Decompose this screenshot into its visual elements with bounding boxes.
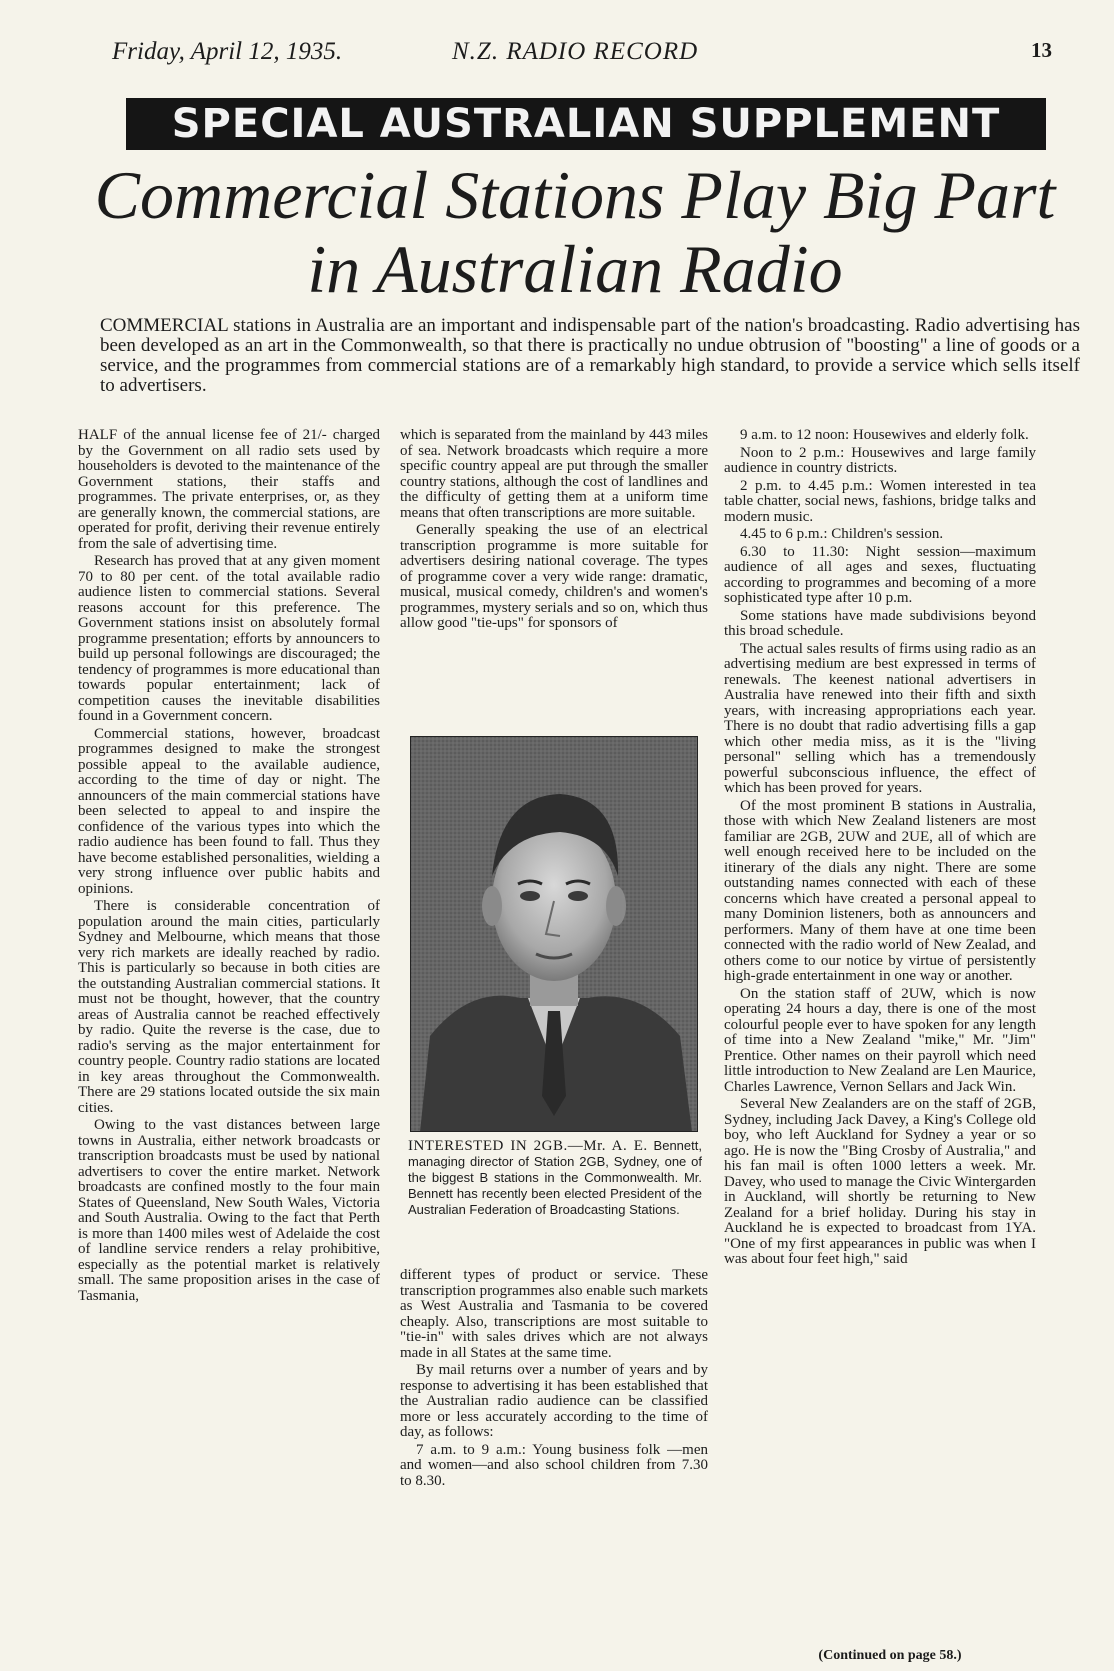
column-1 xyxy=(78,428,380,1306)
paragraph: Commercial stations, however, broadcast programmes designed to make the strongest possible appeal to the available audience, according to the time of day or night. The announcers of the main commercial stations have been selected to appeal to and inspire the confidence of the various types into which the radio audience has been found to fall. Thus they have become established personalities, wielding a very strong influence over public habits and opinions. xyxy=(78,725,380,897)
caption-body: Bennett, managing director of Station 2GB, Sydney, one of the biggest B stations in the Commonwealth. Mr. Bennett has recently been elected President of the Australian Federation of Broadcasting Stations. xyxy=(408,1138,702,1217)
caption-lead: INTERESTED IN 2GB.—Mr. A. E. xyxy=(408,1138,648,1154)
paragraph: Research has proved that at any given moment 70 to 80 per cent. of the total available radio audience listen to commercial stations. Several reasons account for this preference. The Government stations insist on absolutely formal programme presentation; efforts by announcers to build up personal followings are discouraged; the tendency of programmes is more educational than towards popular entertainment; lack of competition causes the inevitable disabilities found in a Government concern. xyxy=(78,553,380,724)
paragraph: Of the most prominent B stations in Australia, those with which New Zealand listeners are most familiar are 2GB, 2UW and 2UE, all of which are well enough received here to be included on the itinerary of the dials any night. There are some outstanding names connected with each of these concerns which have created a personal appeal to many Dominion listeners, both as announcers and performers. Many of them have at one time been connected with the radio world of New Zealad, and others come to our notice by virtue of persistently high-grade entertainment in one way or another. xyxy=(724,797,1036,984)
paragraph: The actual sales results of firms using radio as an advertising medium are best expressed in terms of renewals. The keenest national advertisers in Australia have renewed into their fifth and sixth years, with increasing appropriations each year. There is no doubt that radio advertising fills a gap which other media miss, as it is the "living personal" selling which has a tremendously powerful subconscious influence, the effect of which has been proved for years. xyxy=(724,640,1036,796)
paragraph: 6.30 to 11.30: Night session—maximum audience of all ages and sexes, fluctuating according to programmes and becoming of a more sophisticated type after 10 p.m. xyxy=(724,543,1036,606)
paragraph: By mail returns over a number of years and by response to advertising it has been established that the Australian radio audience can be classified more or less accurately according to the time of day, as follows: xyxy=(400,1362,708,1440)
paragraph: There is considerable concentration of population around the main cities, particularly Sydney and Melbourne, which means that those very rich markets are ideally reached by radio. This is particularly so because in both cities are the outstanding Australian commercial stations. It must not be thought, however, that the country areas of Australia cannot be reached effectively by radio. Quite the reverse is the case, due to radio's serving as the major entertainment for country people. Country radio stations are located in key areas throughout the Commonwealth. There are 29 stations located outside the six main cities. xyxy=(78,898,380,1116)
paragraph: Several New Zealanders are on the staff of 2GB, Sydney, including Jack Davey, a King's College old boy, who left Auckland for Sydney a year or so ago. He is now the "Bing Crosby of Australia," and his fan mail is often 1000 letters a week. Mr. Davey, who used to manage the Civic Wintergarden in Auckland, will shortly be returning to New Zealand for a brief holiday. During his stay in Auckland he is expected to broadcast from 1YA. "One of my first appearances in public was when I was about four feet high," said xyxy=(724,1096,1036,1267)
paragraph: HALF of the annual license fee of 21/- charged by the Government on all radio sets used by householders is devoted to the maintenance of the Government stations, their staffs and programmes. The private enterprises, or, as they are generally known, the commercial stations, are operated for profit, deriving their revenue entirely from the sale of advertising time. xyxy=(78,427,380,552)
page-number: 13 xyxy=(1031,38,1052,62)
portrait-photo-icon xyxy=(410,736,698,1132)
continued-notice: (Continued on page 58.) xyxy=(818,1648,962,1663)
photo-caption xyxy=(408,1138,702,1218)
column-3 xyxy=(724,428,1036,1270)
headline: Commercial Stations Play Big Part in Australian Radio xyxy=(94,157,1056,307)
column-2-bottom xyxy=(400,1268,708,1491)
paragraph: 9 a.m. to 12 noon: Housewives and elderly folk. xyxy=(740,427,1029,443)
paragraph: 2 p.m. to 4.45 p.m.: Women interested in tea table chatter, social news, fashions, bridge talks and modern music. xyxy=(724,477,1036,525)
paragraph: Some stations have made subdivisions beyond this broad schedule. xyxy=(724,607,1036,639)
column-2-top xyxy=(400,428,708,634)
paragraph: Noon to 2 p.m.: Housewives and large family audience in country districts. xyxy=(724,444,1036,476)
paragraph: which is separated from the mainland by 443 miles of sea. Network broadcasts which require a more specific country appeal are put through the smaller country stations, although the cost of landlines and the difficulty of getting them at a uniform time means that often transcriptions are more suitable. xyxy=(400,427,708,521)
intro-paragraph: COMMERCIAL stations in Australia are an important and indispensable part of the nation's broadcasting. Radio advertising has been developed as an art in the Commonwealth, so that there is practically no undue obtrusion of "boosting" a line of goods or a service, and the programmes from commercial stations are of a remarkably high standard, to provide a service which sells itself to advertisers. xyxy=(100,315,1080,396)
supplement-banner: SPECIAL AUSTRALIAN SUPPLEMENT xyxy=(126,98,1046,150)
paragraph: Owing to the vast distances between large towns in Australia, either network broadcasts or transcription broadcasts must be used by national advertisers to cover the entire market. Network broadcasts are confined mostly to the four main States of Queensland, New South Wales, Victoria and South Australia. Owing to the fact that Perth is more than 1400 miles west of Adelaide the cost of landline service renders a relay prohibitive, especially as the potential market is relatively small. The same proposition arises in the case of Tasmania, xyxy=(78,1117,380,1304)
running-head xyxy=(112,38,1052,74)
issue-date: Friday, April 12, 1935. xyxy=(112,38,343,65)
publication-name: N.Z. RADIO RECORD xyxy=(452,38,699,65)
paragraph: different types of product or service. These transcription programmes also enable such markets as West Australia and Tasmania to be covered cheaply. Also, transcriptions are most suitable to "tie-in" with sales drives which are not always made in all States at the same time. xyxy=(400,1267,708,1361)
paragraph: Generally speaking the use of an electrical transcription programme is more suitable for advertisers desiring national coverage. The types of programme cover a very wide range: dramatic, musical, musical comedy, children's and women's programmes, mystery serials and so on, which thus allow good "tie-ups" for sponsors of xyxy=(400,522,708,631)
paragraph: 7 a.m. to 9 a.m.: Young business folk —men and women—and also school children from 7.30 to 8.30. xyxy=(400,1441,708,1489)
paragraph: On the station staff of 2UW, which is now operating 24 hours a day, there is one of the most colourful people ever to have spoken for any length of time into a New Zealand "mike," Mr. "Jim" Prentice. Other names on their payroll which need little introduction to New Zealand are Len Maurice, Charles Lawrence, Vernon Sellars and Jack Win. xyxy=(724,985,1036,1095)
paragraph: 4.45 to 6 p.m.: Children's session. xyxy=(740,526,944,542)
